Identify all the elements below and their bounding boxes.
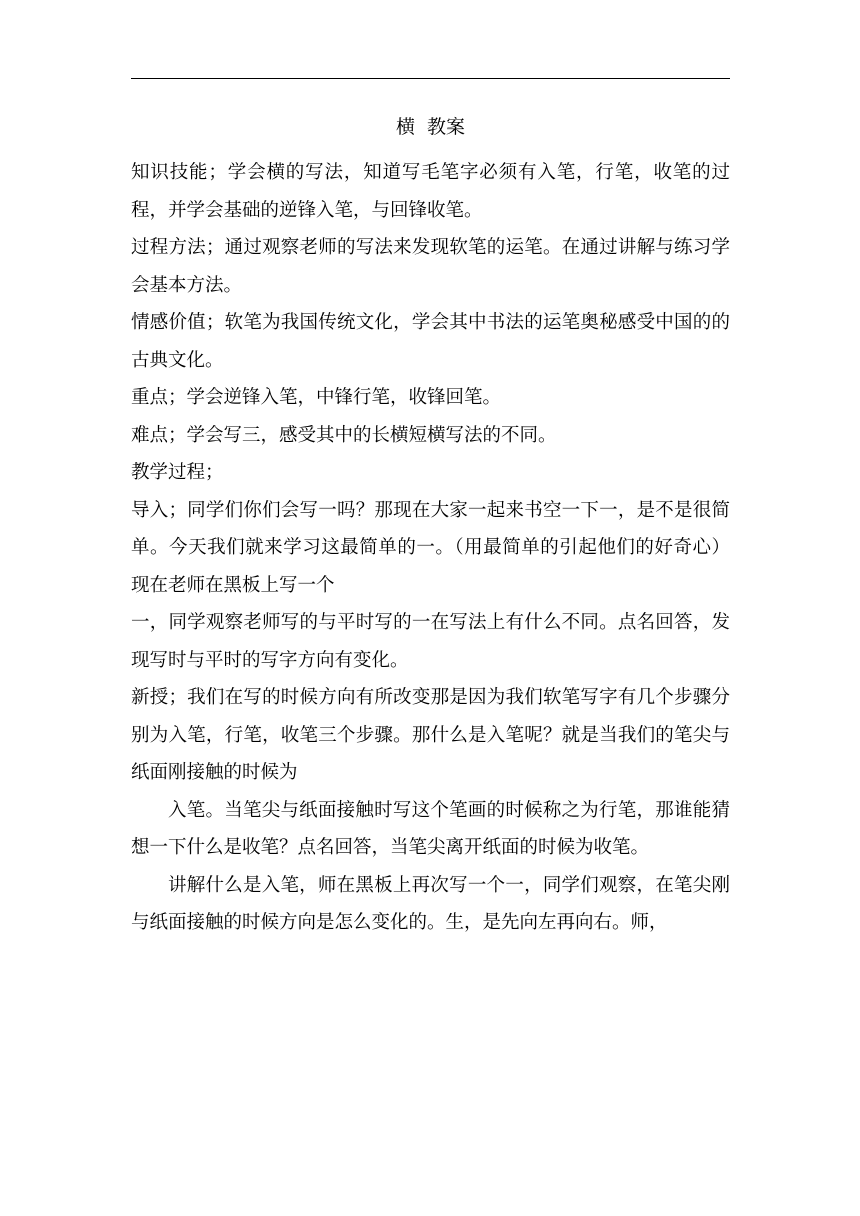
paragraph-introduction: 导入；同学们你们会写一吗？那现在大家一起来书空一下一，是不是很简单。今天我们就来学习这最简单的一。（用最简单的引起他们的好奇心）现在老师在黑板上写一个 [131, 499, 730, 596]
paragraph-difficult-point: 难点；学会写三，感受其中的长横短横写法的不同。 [131, 424, 557, 446]
paragraph-emotional-value: 情感价值；软笔为我国传统文化，学会其中书法的运笔奥秘感受中国的的古典文化。 [131, 312, 730, 371]
paragraph-entry-stroke: 入笔。当笔尖与纸面接触时写这个笔画的时候称之为行笔，那谁能猜想一下什么是收笔？点名回答，当笔尖离开纸面的时候为收笔。 [131, 799, 730, 858]
paragraph-explanation: 讲解什么是入笔，师在黑板上再次写一个一，同学们观察，在笔尖刚与纸面接触的时候方向是怎么变化的。生，是先向左再向右。师， [131, 874, 730, 933]
paragraph-new-lesson: 新授；我们在写的时候方向有所改变那是因为我们软笔写字有几个步骤分别为入笔，行笔，收笔三个步骤。那什么是入笔呢？就是当我们的笔尖与纸面刚接触的时候为 [131, 687, 730, 783]
document-body [131, 154, 730, 942]
header-rule [131, 78, 730, 79]
paragraph-process-method: 过程方法；通过观察老师的写法来发现软笔的运笔。在通过讲解与练习学会基本方法。 [131, 237, 730, 296]
paragraph-teaching-process: 教学过程； [131, 462, 224, 483]
paragraph-observation: 一，同学观察老师写的与平时写的一在写法上有什么不同。点名回答，发现写时与平时的写字方向有变化。 [131, 612, 730, 671]
paragraph-key-point: 重点；学会逆锋入笔，中锋行笔，收锋回笔。 [131, 387, 502, 408]
paragraph-knowledge-skills: 知识技能；学会横的写法，知道写毛笔字必须有入笔，行笔，收笔的过程，并学会基础的逆锋入笔，与回锋收笔。 [131, 162, 730, 221]
document-title: 横 教案 [395, 116, 466, 138]
